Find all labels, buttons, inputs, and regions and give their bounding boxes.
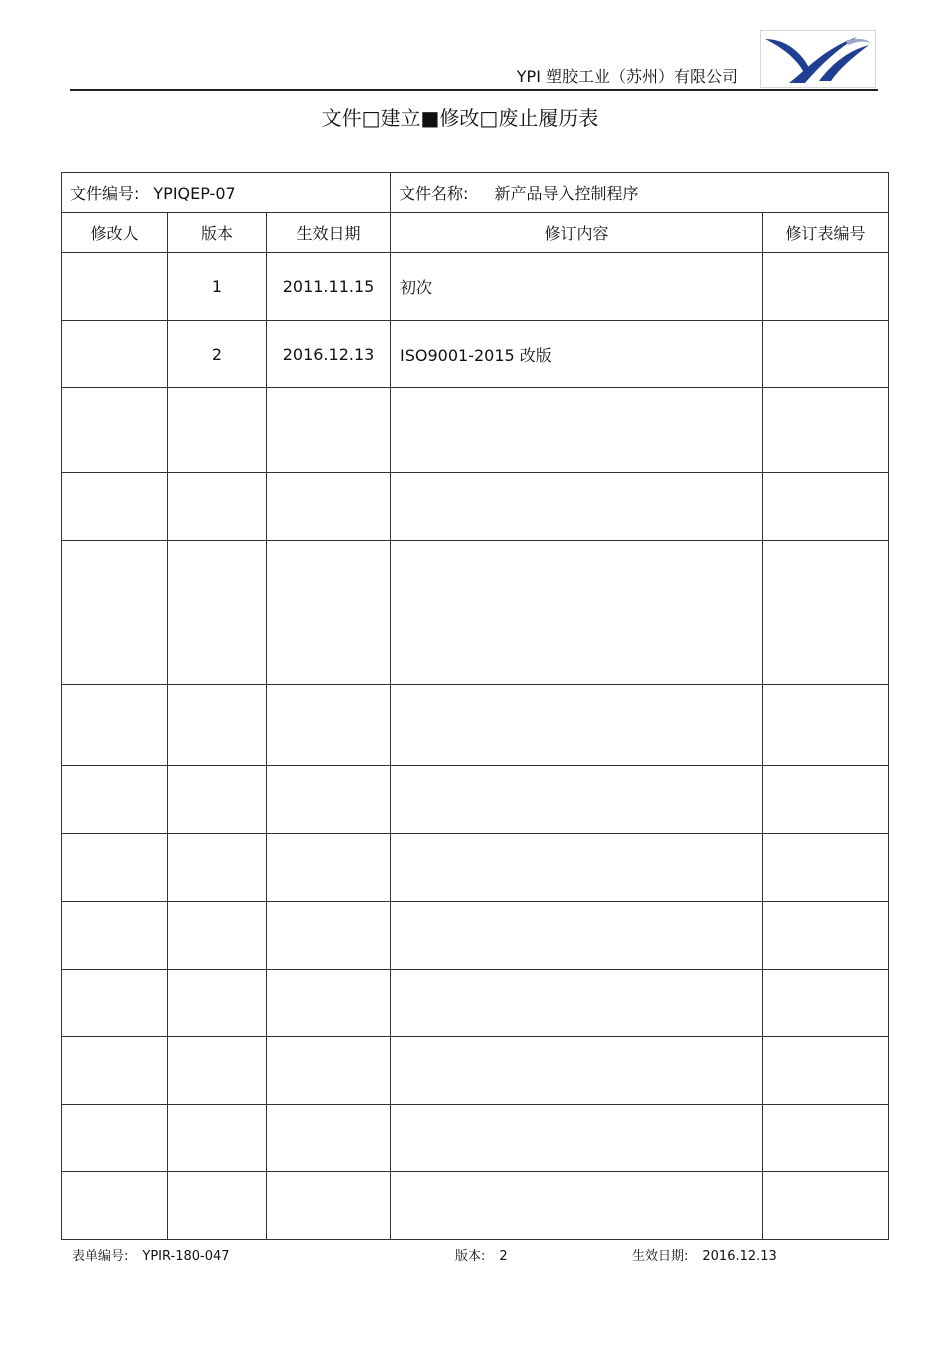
document-number-label: 文件编号: — [70, 184, 140, 203]
document-name-label: 文件名称: — [399, 184, 469, 203]
revision-content-cell — [391, 1037, 763, 1105]
column-header-row — [62, 213, 889, 253]
version-cell — [168, 388, 267, 473]
reviser-cell — [62, 1172, 168, 1240]
revision-form-number-cell — [763, 766, 889, 834]
version-cell — [168, 766, 267, 834]
revision-history-table — [61, 172, 889, 1240]
document-name-value: 新产品导入控制程序 — [494, 184, 639, 203]
table-row — [62, 766, 889, 834]
effective-date-cell — [267, 685, 391, 766]
version-cell — [168, 685, 267, 766]
revision-content-cell — [391, 388, 763, 473]
revision-form-number-cell — [763, 321, 889, 388]
revision-form-number-cell — [763, 902, 889, 970]
version-cell — [168, 1172, 267, 1240]
effective-date-cell — [267, 834, 391, 902]
reviser-cell — [62, 1105, 168, 1172]
revision-form-number-cell — [763, 1172, 889, 1240]
version-cell — [168, 1105, 267, 1172]
column-header: 生效日期 — [267, 213, 391, 253]
revision-content-cell — [391, 473, 763, 541]
revision-content-cell — [391, 1172, 763, 1240]
column-header: 修订表编号 — [763, 213, 889, 253]
revision-content-cell — [391, 766, 763, 834]
table-row — [62, 541, 889, 685]
revision-content-cell — [391, 1105, 763, 1172]
revision-form-number-cell — [763, 253, 889, 321]
revision-form-number-cell — [763, 388, 889, 473]
company-name: YPI 塑胶工业（苏州）有限公司 — [516, 67, 738, 86]
effective-date-cell — [267, 1037, 391, 1105]
effective-date-cell — [267, 473, 391, 541]
reviser-cell — [62, 388, 168, 473]
reviser-cell — [62, 834, 168, 902]
effective-date-cell — [267, 1172, 391, 1240]
reviser-cell — [62, 473, 168, 541]
revision-form-number-cell — [763, 970, 889, 1037]
version-cell — [168, 834, 267, 902]
table-row — [62, 1037, 889, 1105]
reviser-cell — [62, 902, 168, 970]
revision-content-cell — [391, 970, 763, 1037]
effective-date-cell — [267, 541, 391, 685]
header-rule — [70, 89, 878, 91]
effective-date-cell — [267, 766, 391, 834]
revision-form-number-cell — [763, 541, 889, 685]
table-row — [62, 834, 889, 902]
document-name-cell — [391, 173, 889, 213]
table-row — [62, 970, 889, 1037]
footer-date-label: 生效日期: — [632, 1249, 689, 1264]
revision-content-cell — [391, 685, 763, 766]
revision-form-number-cell — [763, 1037, 889, 1105]
version-cell: 2 — [168, 321, 267, 388]
table-row — [62, 253, 889, 321]
reviser-cell — [62, 321, 168, 388]
footer-form-number-value: YPIR-180-047 — [142, 1249, 230, 1264]
effective-date-cell — [267, 902, 391, 970]
table-row — [62, 685, 889, 766]
table-row — [62, 1172, 889, 1240]
revision-form-number-cell — [763, 685, 889, 766]
revision-content-cell — [391, 834, 763, 902]
version-cell — [168, 902, 267, 970]
column-header: 修订内容 — [391, 213, 763, 253]
footer-version-label: 版本: — [455, 1249, 486, 1264]
footer-date-value: 2016.12.13 — [702, 1249, 777, 1264]
column-header: 修改人 — [62, 213, 168, 253]
reviser-cell — [62, 970, 168, 1037]
revision-content-cell: ISO9001-2015 改版 — [391, 321, 763, 388]
version-cell — [168, 1037, 267, 1105]
ypi-logo-icon — [760, 30, 876, 88]
revision-content-cell — [391, 541, 763, 685]
footer-form-number — [72, 1245, 230, 1264]
reviser-cell — [62, 1037, 168, 1105]
table-row — [62, 473, 889, 541]
reviser-cell — [62, 766, 168, 834]
effective-date-cell — [267, 388, 391, 473]
effective-date-cell — [267, 1105, 391, 1172]
version-cell — [168, 970, 267, 1037]
revision-form-number-cell — [763, 834, 889, 902]
table-row — [62, 321, 889, 388]
version-cell: 1 — [168, 253, 267, 321]
table-row — [62, 902, 889, 970]
footer-version — [455, 1245, 508, 1264]
revision-content-cell — [391, 902, 763, 970]
effective-date-cell: 2016.12.13 — [267, 321, 391, 388]
table-row — [62, 1105, 889, 1172]
footer-effective-date — [632, 1245, 777, 1264]
revision-form-number-cell — [763, 1105, 889, 1172]
document-number-cell — [62, 173, 391, 213]
effective-date-cell — [267, 970, 391, 1037]
reviser-cell — [62, 685, 168, 766]
footer-version-value: 2 — [499, 1249, 508, 1264]
revision-content-cell: 初次 — [391, 253, 763, 321]
reviser-cell — [62, 253, 168, 321]
document-info-row — [62, 173, 889, 213]
effective-date-cell: 2011.11.15 — [267, 253, 391, 321]
version-cell — [168, 473, 267, 541]
document-number-value: YPIQEP-07 — [153, 184, 236, 203]
document-title: 文件□建立■修改□废止履历表 — [321, 106, 599, 130]
revision-form-number-cell — [763, 473, 889, 541]
table-row — [62, 388, 889, 473]
version-cell — [168, 541, 267, 685]
column-header: 版本 — [168, 213, 267, 253]
reviser-cell — [62, 541, 168, 685]
footer-form-number-label: 表单编号: — [72, 1249, 129, 1264]
